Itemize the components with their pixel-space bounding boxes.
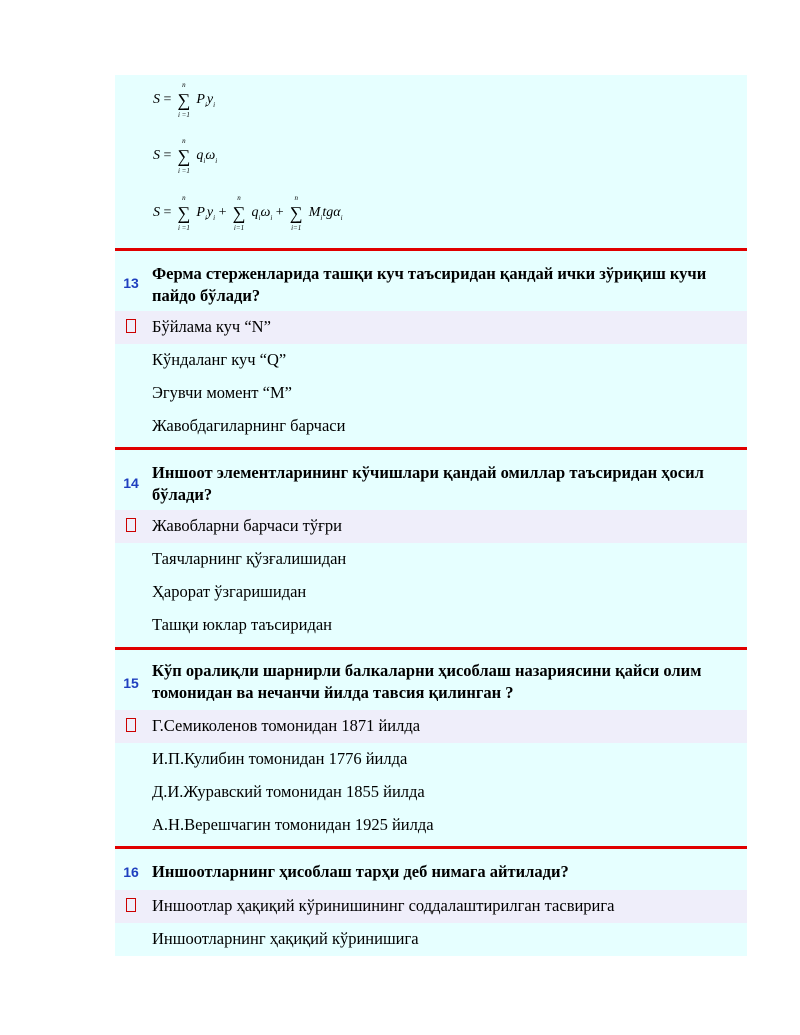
question-number: 16 <box>123 864 139 880</box>
formula-equals: = <box>163 205 172 221</box>
formula-term: y <box>206 92 214 108</box>
correct-marker-icon <box>126 319 136 333</box>
question-text: Кўп оралиқли шарнирли балкаларни ҳисоблаш назариясини қайси олим томонидан ва нечанчи йилда тавсия қилинган ? <box>152 661 702 702</box>
answer-option[interactable]: Иншоотларнинг ҳақиқий кўринишига <box>152 929 419 948</box>
correct-marker-icon <box>126 718 136 732</box>
formula-block <box>115 75 747 248</box>
formula-2: S = n ∑ i =1 $q_i\omega_i$ <box>153 137 218 175</box>
formula-term: P <box>196 92 205 108</box>
answer-option-correct[interactable]: Г.Семиколенов томонидан 1871 йилда <box>115 710 747 743</box>
question-text: Ферма стерженларида ташқи куч таъсиридан қандай ички зўриқиш кучи пайдо бўлади? <box>152 264 707 305</box>
sum-symbol: n ∑ i =1 <box>177 81 191 119</box>
formula-1: S = n ∑ i =1 $P_iy_i$ <box>153 81 216 119</box>
answer-option-correct[interactable]: Жавобларни барчаси тўғри <box>115 510 747 543</box>
answer-option-correct[interactable]: Бўйлама куч “N” <box>115 311 747 344</box>
question-number: 13 <box>123 275 139 291</box>
formula-lhs: S <box>153 92 160 108</box>
answer-option[interactable]: Жавобдагиларнинг барчаси <box>152 416 346 435</box>
formula-equals: = <box>163 148 172 164</box>
formula-lhs: S <box>153 205 160 221</box>
sum-symbol: n ∑ i=1 <box>289 194 303 232</box>
question-divider <box>115 647 747 650</box>
question-divider <box>115 846 747 849</box>
correct-marker-icon <box>126 898 136 912</box>
question-number: 15 <box>123 675 139 691</box>
question-number: 14 <box>123 475 139 491</box>
answer-option-correct[interactable]: Иншоотлар ҳақиқий кўринишининг соддалаштирилган тасвирига <box>115 890 747 923</box>
test-sheet <box>115 75 747 956</box>
formula-equals: = <box>163 92 172 108</box>
formula-term: ω <box>205 148 216 164</box>
formula-3: S = n ∑ i =1 $P_iy_i$ + n ∑ i=1 $q_i\omega_i$ + n ∑ i=1 $M_itg\alpha_i$ <box>153 194 343 232</box>
question-text: Иншоотларнинг ҳисоблаш тарҳи деб нимага айтилади? <box>152 862 569 881</box>
formula-lhs: S <box>153 148 160 164</box>
question-text: Иншоот элементларининг кўчишлари қандай омиллар таъсиридан ҳосил бўлади? <box>152 463 704 504</box>
answer-option[interactable]: Таячларнинг қўзғалишидан <box>152 549 347 568</box>
sum-symbol: n ∑ i =1 <box>177 137 191 175</box>
answer-option[interactable]: Ташқи юклар таъсиридан <box>152 615 332 634</box>
formula-term: q <box>196 148 204 164</box>
answer-option[interactable]: А.Н.Верешчагин томонидан 1925 йилда <box>152 815 434 834</box>
sum-symbol: n ∑ i=1 <box>232 194 246 232</box>
plus-sign: + <box>275 205 284 221</box>
answer-option[interactable]: Кўндаланг куч “Q” <box>152 350 287 369</box>
answer-option[interactable]: Ҳарорат ўзгаришидан <box>152 582 307 601</box>
sum-symbol: n ∑ i =1 <box>177 194 191 232</box>
answer-option[interactable]: Д.И.Журавский томонидан 1855 йилда <box>152 782 425 801</box>
answer-option[interactable]: И.П.Кулибин томонидан 1776 йилда <box>152 749 408 768</box>
plus-sign: + <box>218 205 227 221</box>
question-divider <box>115 248 747 251</box>
correct-marker-icon <box>126 518 136 532</box>
answer-option[interactable]: Эгувчи момент “M” <box>152 383 292 402</box>
question-divider <box>115 447 747 450</box>
